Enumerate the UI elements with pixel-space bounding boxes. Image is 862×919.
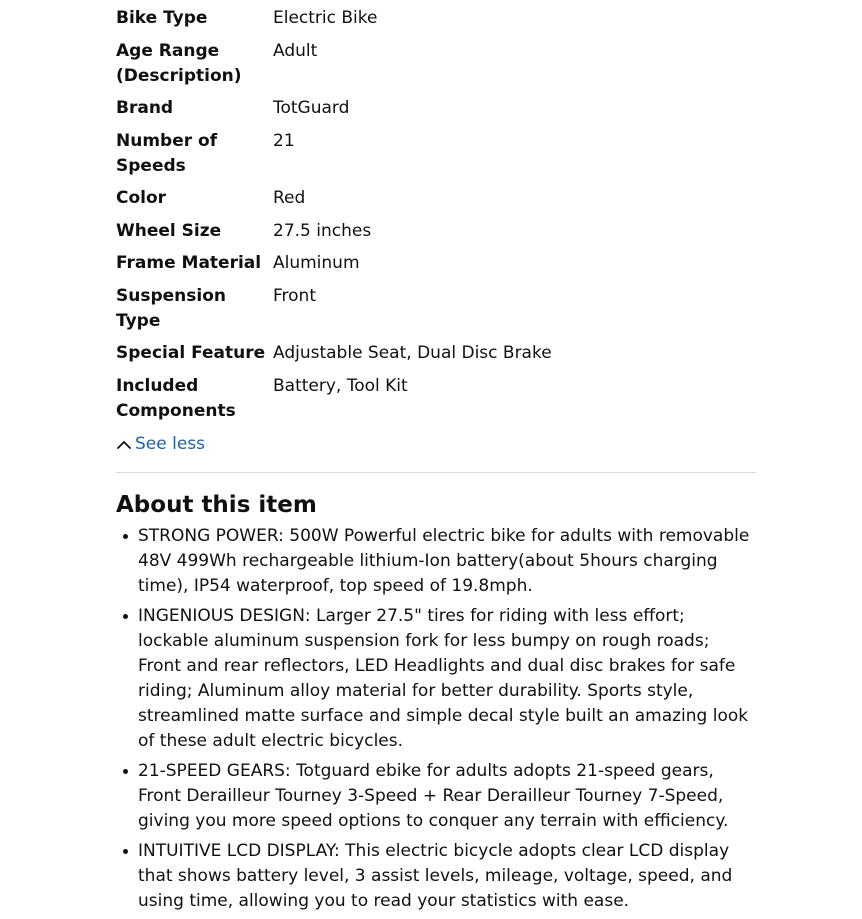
spec-value: Red bbox=[273, 188, 306, 208]
product-specs-table bbox=[116, 6, 756, 431]
list-item: 21-SPEED GEARS: Totguard ebike for adults adopts 21-speed gears, Front Derailleur Tourney 3-Speed + Rear Derailleur Tourney 7-Speed, giving you more speed options to conquer any terrain with efficiency. bbox=[138, 759, 756, 834]
spec-label: Number of Speeds bbox=[116, 130, 218, 176]
spec-row-bike-type bbox=[116, 6, 756, 39]
spec-label: Bike Type bbox=[116, 8, 208, 28]
spec-label: Frame Material bbox=[116, 253, 262, 273]
about-heading: About this item bbox=[116, 492, 317, 518]
spec-value: 27.5 inches bbox=[273, 220, 372, 241]
spec-row-included-components bbox=[116, 374, 756, 432]
spec-label: Brand bbox=[116, 98, 174, 118]
spec-row-brand bbox=[116, 96, 756, 129]
see-less-label: See less bbox=[135, 434, 206, 454]
spec-row-age-range bbox=[116, 39, 756, 97]
spec-row-color bbox=[116, 186, 756, 219]
see-less-link[interactable] bbox=[116, 432, 205, 457]
spec-value: Electric Bike bbox=[273, 8, 378, 28]
spec-row-number-of-speeds bbox=[116, 129, 756, 187]
section-divider bbox=[116, 472, 756, 473]
spec-row-wheel-size bbox=[116, 219, 756, 252]
spec-value: 21 bbox=[273, 130, 295, 151]
list-item: STRONG POWER: 500W Powerful electric bike for adults with removable 48V 499Wh rechargeable lithium-Ion battery(about 5hours charging time), IP54 waterproof, top speed of 19.8mph. bbox=[138, 524, 756, 599]
spec-value: Battery, Tool Kit bbox=[273, 375, 408, 396]
spec-label: Suspension Type bbox=[116, 285, 226, 331]
list-item: INTUITIVE LCD DISPLAY: This electric bicycle adopts clear LCD display that shows battery level, 3 assist levels, mileage, voltage, speed, and using time, allowing you to read your statistics with ease. bbox=[138, 839, 756, 914]
spec-value: Adjustable Seat, Dual Disc Brake bbox=[273, 343, 552, 363]
spec-value: Front bbox=[273, 285, 316, 306]
spec-row-suspension-type bbox=[116, 284, 756, 342]
spec-label: Included Components bbox=[116, 375, 236, 421]
spec-row-frame-material bbox=[116, 251, 756, 284]
spec-label: Wheel Size bbox=[116, 220, 222, 241]
about-bullet-list bbox=[116, 524, 756, 914]
spec-value: TotGuard bbox=[273, 98, 350, 118]
list-item: INGENIOUS DESIGN: Larger 27.5" tires for riding with less effort; lockable aluminum suspension fork for less bumpy on rough roads; Front and rear reflectors, LED Headlights and dual disc brakes for safe riding; Aluminum alloy material for better durability. Sports style, streamlined matte surface and simple decal style built an amazing look of these adult electric bicycles. bbox=[138, 604, 756, 754]
spec-value: Adult bbox=[273, 40, 318, 61]
spec-value: Aluminum bbox=[273, 253, 360, 273]
product-details-section bbox=[116, 6, 756, 919]
chevron-up-icon bbox=[116, 438, 132, 452]
spec-row-special-feature bbox=[116, 341, 756, 374]
spec-label: Age Range (Description) bbox=[116, 40, 242, 86]
spec-label: Color bbox=[116, 188, 167, 208]
spec-label: Special Feature bbox=[116, 343, 266, 363]
